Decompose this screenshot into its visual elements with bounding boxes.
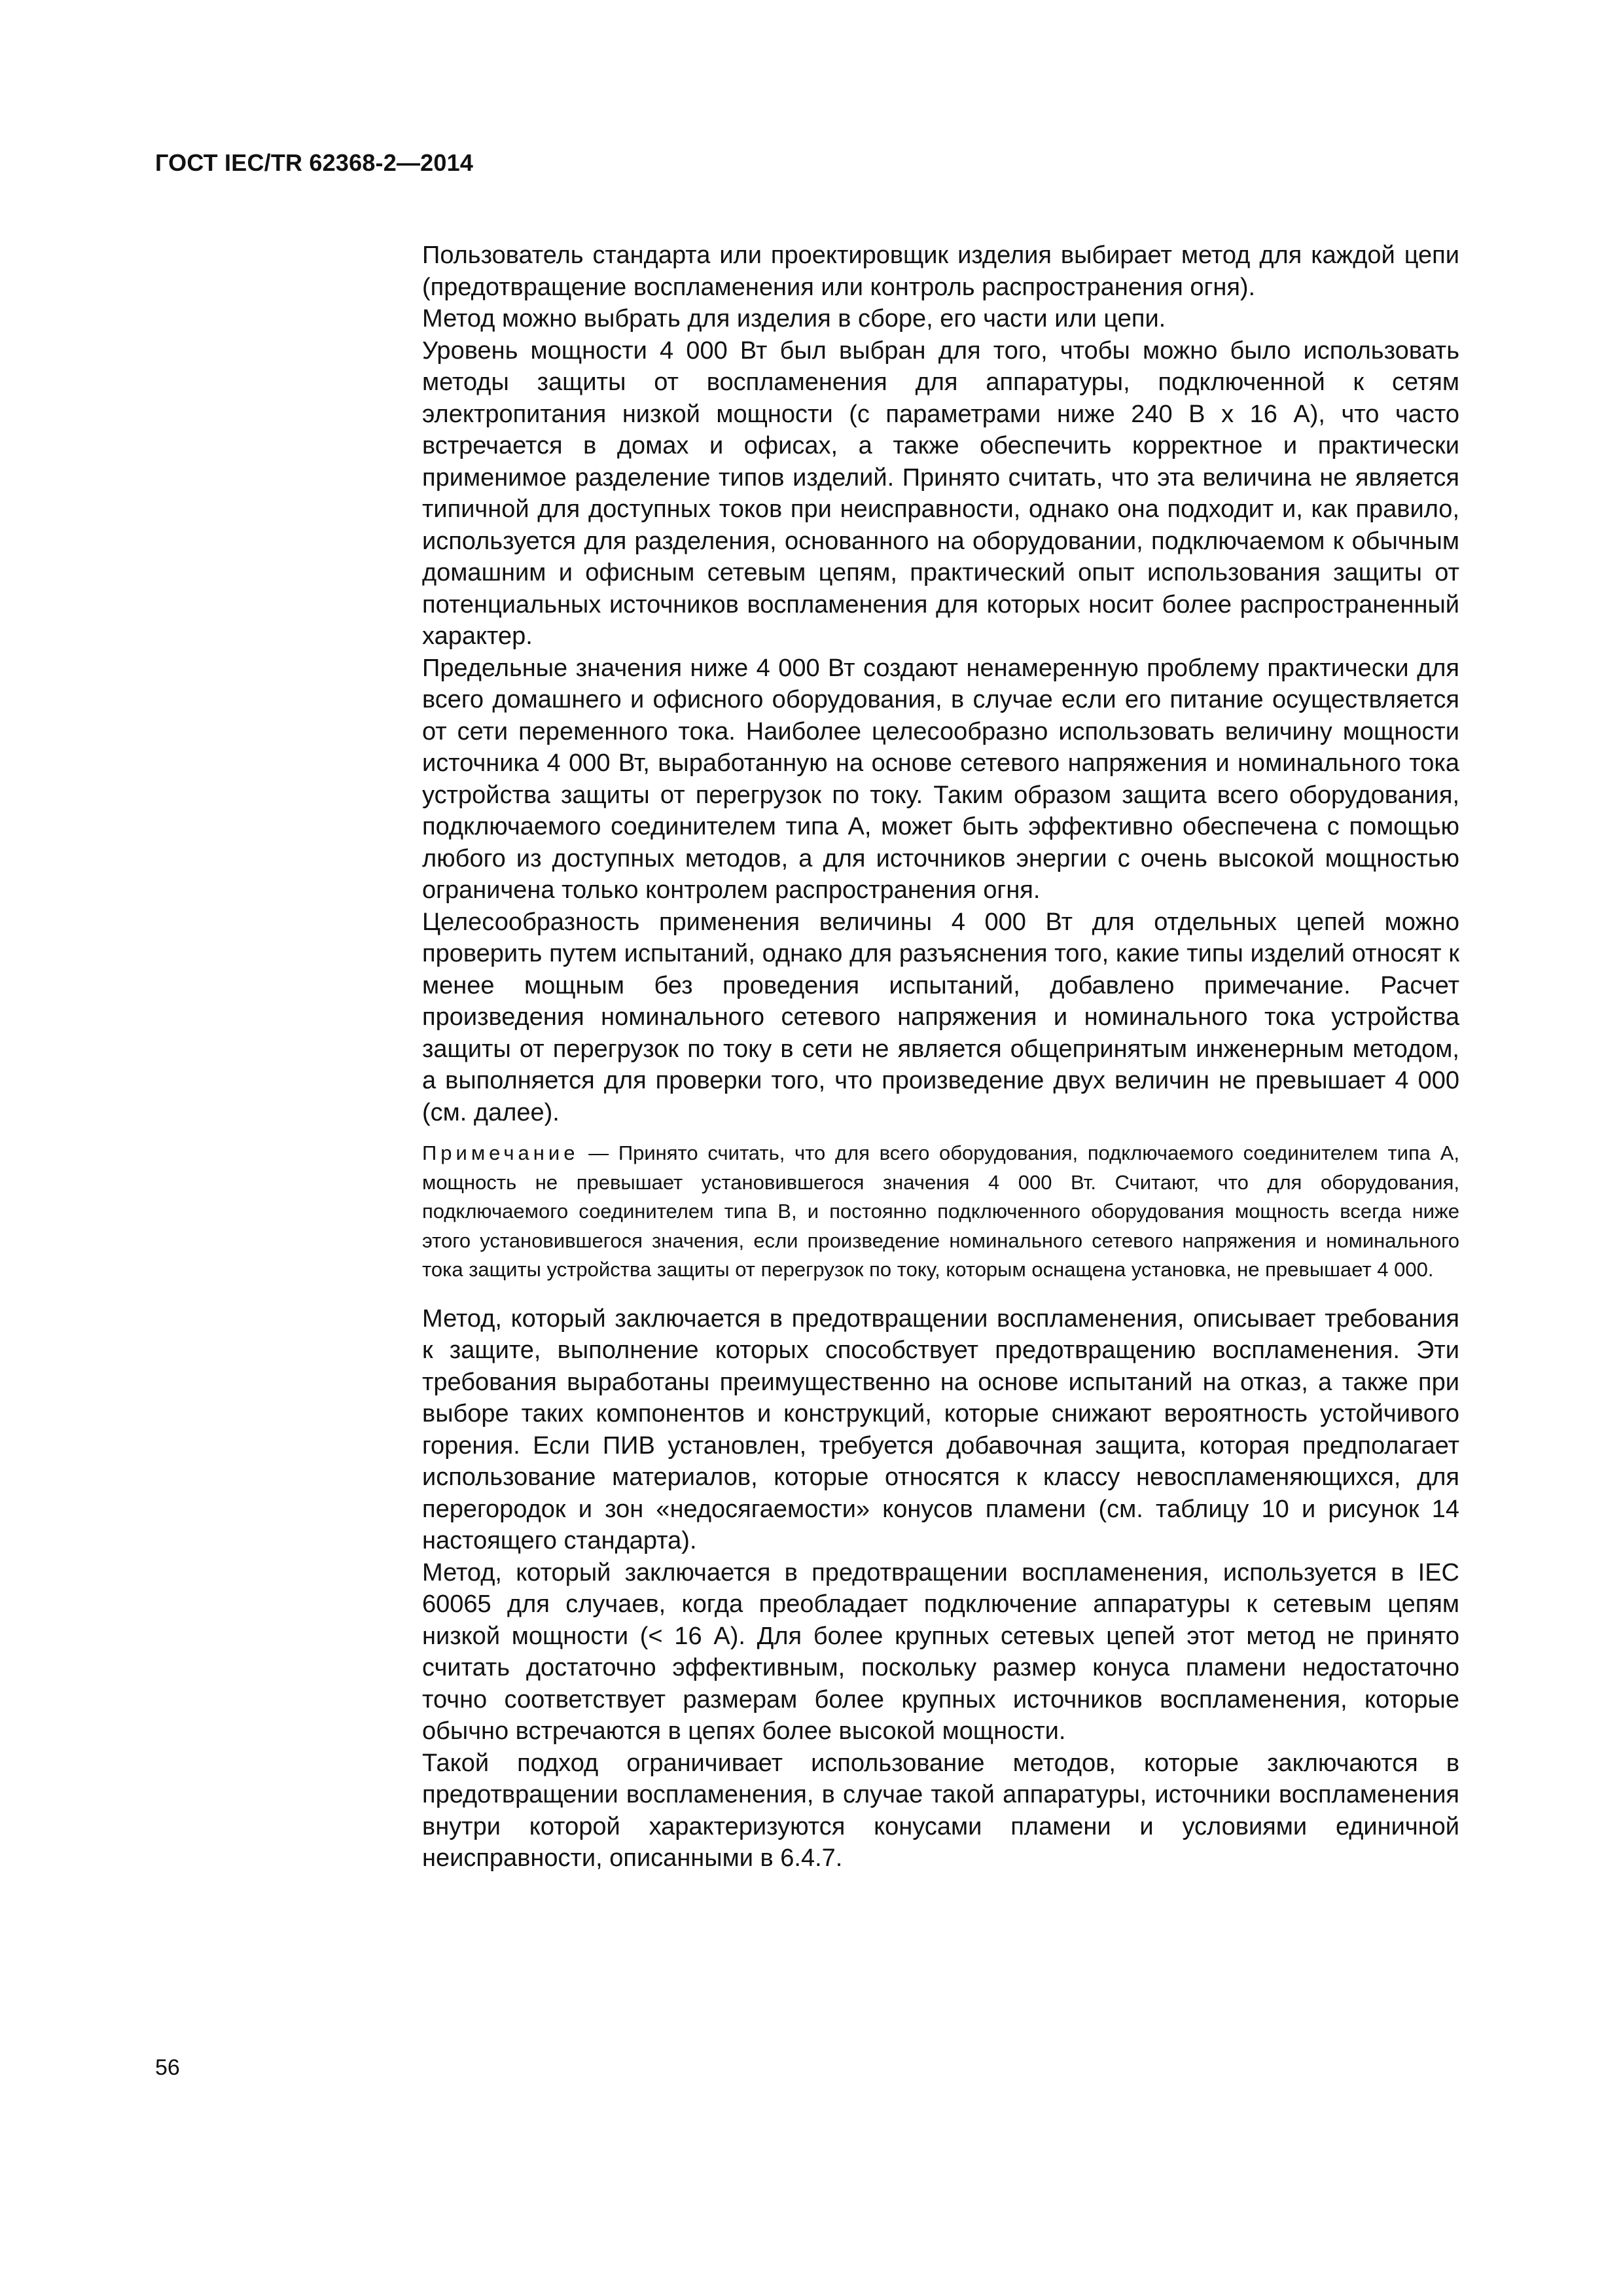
note	[422, 1139, 1459, 1285]
note-label: Примечание	[422, 1141, 579, 1164]
paragraph: Метод, который заключается в предотвращении воспламенения, описывает требования к защите, выполнение которых способствует предотвращению воспламенения. Эти требования выработаны преимущественно на основе испытаний на отказ, а также при выборе таких компонентов и конструкций, которые снижают вероятность устойчивого горения. Если ПИВ установлен, требуется добавочная защита, которая предполагает использование материалов, которые относятся к классу невоспламеняющихся, для перегородок и зон «недосягаемости» конусов пламени (см. таблицу 10 и рисунок 14 настоящего стандарта).	[422, 1304, 1459, 1554]
paragraph: Предельные значения ниже 4 000 Вт создают ненамеренную проблему практически для всего домашнего и офисного оборудования, в случае если его питание осуществляется от сети переменного тока. Наиболее целесообразно использовать величину мощности источника 4 000 Вт, выработанную на основе сетевого напряжения и номинального тока устройства защиты от перегрузок по току. Таким образом защита всего оборудования, подключаемого соединителем типа А, может быть эффективно обеспечена с помощью любого из доступных методов, а для источников энергии с очень высокой мощностью ограничена только контролем распространения огня.	[422, 654, 1459, 904]
paragraph: Пользователь стандарта или проектировщик изделия выбирает метод для каждой цепи (предотвращение воспламенения или контроль распространения огня).	[422, 242, 1459, 301]
note-text: — Принято считать, что для всего оборудования, подключаемого соединителем типа А, мощность не превышает установившегося значения 4 000 Вт. Считают, что для оборудования, подключаемого соединителем типа В, и постоянно подключенного оборудования мощность всегда ниже этого установившегося значения, если произведение номинального сетевого напряжения и номинального тока защиты устройства защиты от перегрузок по току, которым оснащена установка, не превышает 4 000.	[422, 1141, 1459, 1281]
paragraph: Метод, который заключается в предотвращении воспламенения, используется в IEC 60065 для случаев, когда преобладает подключение аппаратуры к сетевым цепям низкой мощности (< 16 А). Для более крупных сетевых цепей этот метод не принято считать достаточно эффективным, поскольку размер конуса пламени недостаточно точно соответствует размерам более крупных источников воспламенения, которые обычно встречаются в цепях более высокой мощности.	[422, 1558, 1459, 1745]
paragraph: Такой подход ограничивает использование методов, которые заключаются в предотвращении воспламенения, в случае такой аппаратуры, источники воспламенения внутри которой характеризуются конусами пламени и условиями единичной неисправности, описанными в 6.4.7.	[422, 1749, 1459, 1872]
main-text	[422, 240, 1459, 1874]
document-header: ГОСТ IEC/TR 62368-2—2014	[155, 149, 474, 176]
page-number: 56	[155, 2055, 180, 2080]
paragraph: Целесообразность применения величины 4 000 Вт для отдельных цепей можно проверить путем испытаний, однако для разъяснения того, какие типы изделий относят к менее мощным без проведения испытаний, добавлено примечание. Расчет произведения номинального сетевого напряжения и номинального тока устройства защиты от перегрузок по току в сети не является общепринятым инженерным методом, а выполняется для проверки того, что произведение двух величин не превышает 4 000 (см. далее).	[422, 908, 1459, 1126]
paragraph: Метод можно выбрать для изделия в сборе, его части или цепи.	[422, 305, 1166, 332]
paragraph: Уровень мощности 4 000 Вт был выбран для того, чтобы можно было использовать методы защиты от воспламенения для аппаратуры, подключенной к сетям электропитания низкой мощности (с параметрами ниже 240 В х 16 А), что часто встречается в домах и офисах, а также обеспечить корректное и практически применимое разделение типов изделий. Принято считать, что эта величина не является типичной для доступных токов при неисправности, однако она подходит и, как правило, используется для разделения, основанного на оборудовании, подключаемом к обычным домашним и офисным сетевым цепям, практический опыт использования защиты от потенциальных источников воспламенения для которых носит более распространенный характер.	[422, 336, 1459, 650]
